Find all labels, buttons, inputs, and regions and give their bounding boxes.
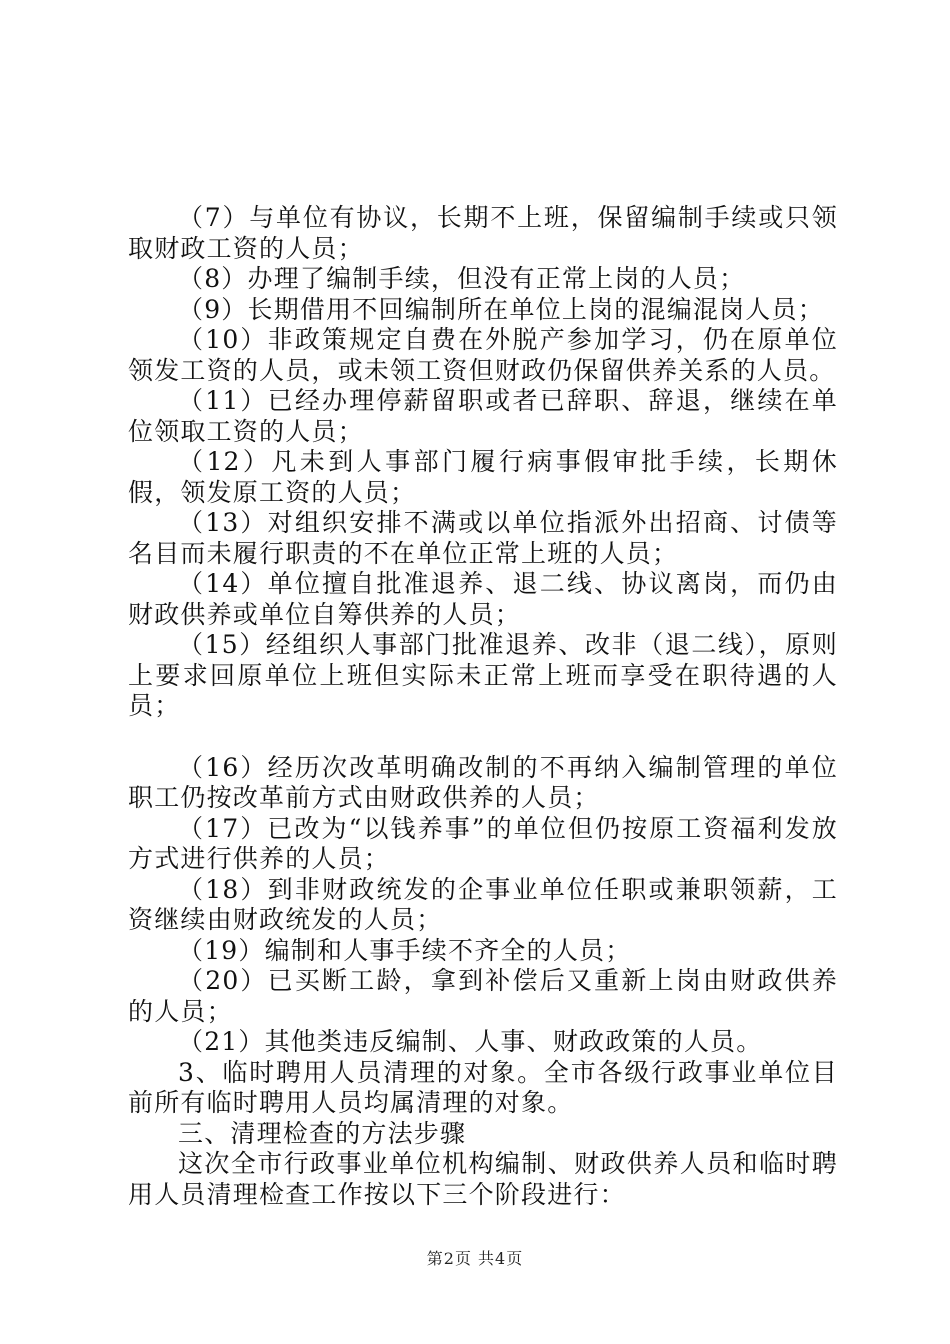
list-item-13: （13）对组织安排不满或以单位指派外出招商、讨债等名目而未履行职责的不在单位正常上班的人员； <box>128 508 838 568</box>
list-item-10: （10）非政策规定自费在外脱产参加学习，仍在原单位领发工资的人员，或未领工资但财政仍保留供养关系的人员。 <box>128 325 838 385</box>
list-item-15: （15）经组织人事部门批准退养、改非（退二线），原则上要求回原单位上班但实际未正常上班而享受在职待遇的人员； <box>128 630 838 720</box>
list-item-14: （14）单位擅自批准退养、退二线、协议离岗，而仍由财政供养或单位自筹供养的人员； <box>128 569 838 629</box>
section-paragraph-stages: 这次全市行政事业单位机构编制、财政供养人员和临时聘用人员清理检查工作按以下三个阶段进行： <box>128 1149 838 1209</box>
list-item-20: （20）已买断工龄，拿到补偿后又重新上岗由财政供养的人员； <box>128 966 838 1026</box>
list-item-19: （19）编制和人事手续不齐全的人员； <box>178 935 632 965</box>
page-footer: 第2页 共4页 <box>426 1249 524 1268</box>
document-body <box>128 203 838 1210</box>
list-item-16: （16）经历次改革明确改制的不再纳入编制管理的单位职工仍按改革前方式由财政供养的人员； <box>128 752 838 812</box>
list-item-8: （8）办理了编制手续，但没有正常上岗的人员； <box>178 264 746 293</box>
list-item-17: （17）已改为“以钱养事”的单位但仍按原工资福利发放方式进行供养的人员； <box>128 813 838 873</box>
list-item-9: （9）长期借用不回编制所在单位上岗的混编混岗人员； <box>178 294 824 324</box>
list-item-12: （12）凡未到人事部门履行病事假审批手续，长期休假，领发原工资的人员； <box>128 447 838 507</box>
list-item-18: （18）到非财政统发的企事业单位任职或兼职领薪，工资继续由财政统发的人员； <box>128 874 838 934</box>
list-item-21: （21）其他类违反编制、人事、财政政策的人员。 <box>178 1027 763 1056</box>
list-item-7: （7）与单位有协议，长期不上班，保留编制手续或只领取财政工资的人员； <box>128 203 838 263</box>
section-paragraph-temporary-staff: 3、临时聘用人员清理的对象。全市各级行政事业单位目前所有临时聘用人员均属清理的对象。 <box>128 1057 838 1117</box>
section-heading-methods: 三、清理检查的方法步骤 <box>178 1118 467 1148</box>
list-item-11: （11）已经办理停薪留职或者已辞职、辞退，继续在单位领取工资的人员； <box>128 386 838 446</box>
